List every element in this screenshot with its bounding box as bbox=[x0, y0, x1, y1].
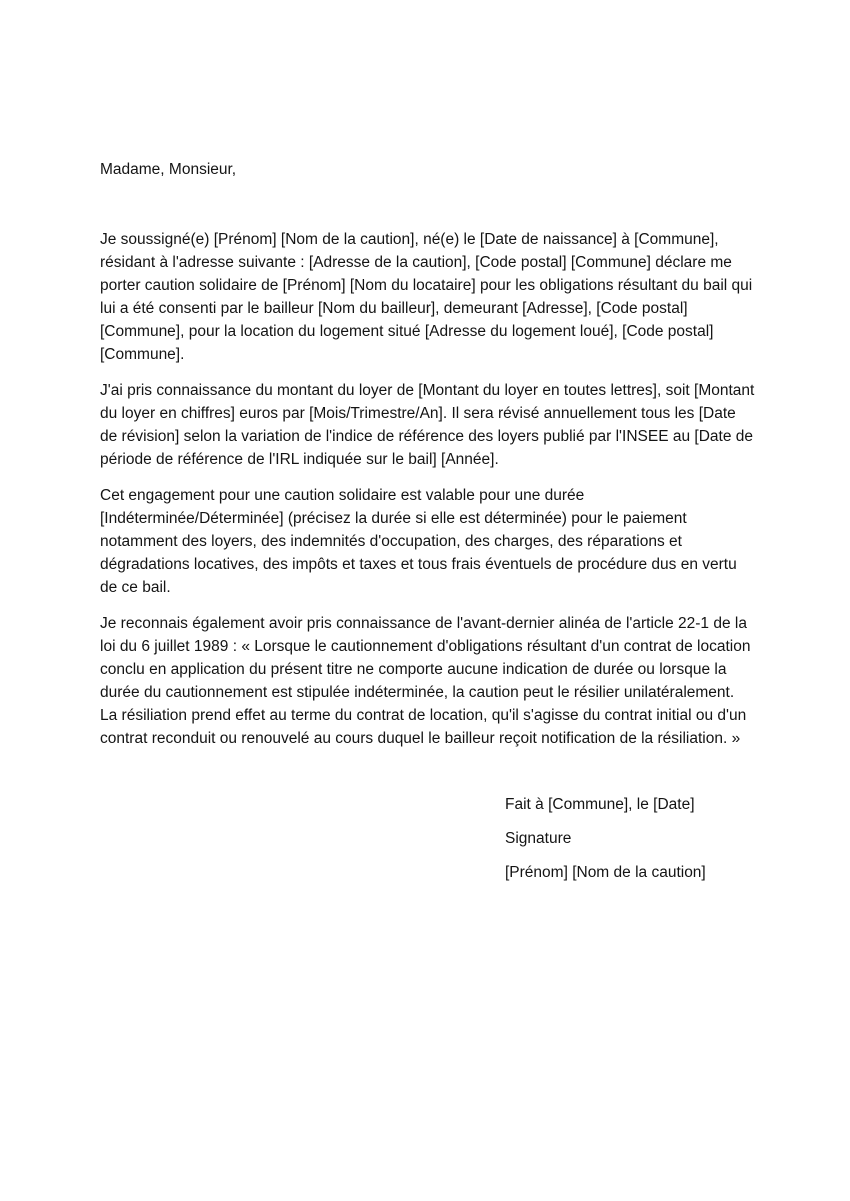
closing-place-date: Fait à [Commune], le [Date] bbox=[505, 796, 695, 813]
letter-closing-block bbox=[505, 793, 750, 884]
closing-signatory-name: [Prénom] [Nom de la caution] bbox=[505, 864, 706, 881]
letter-paragraph-guarantor-declaration: Je soussigné(e) [Prénom] [Nom de la caution], né(e) le [Date de naissance] à [Commune], résidant à l'adresse suivante : [Adresse de la caution], [Code postal] [Commune] déclare me porter caution solidaire de [Prénom] [Nom du locataire] pour les obligations résultant du bail qui lui a été consenti par le bailleur [Nom du bailleur], demeurant [Adresse], [Code postal] [Commune], pour la location du logement situé [Adresse du logement loué], [Code postal] [Commune]. bbox=[100, 231, 753, 363]
letter-salutation: Madame, Monsieur, bbox=[100, 161, 237, 178]
closing-signature-label: Signature bbox=[505, 830, 572, 847]
letter-paragraph-rent-amount: J'ai pris connaissance du montant du loyer de [Montant du loyer en toutes lettres], soit [Montant du loyer en chiffres] euros par [Mois/Trimestre/An]. Il sera révisé annuellement tous les [Date de révision] selon la variation de l'indice de référence des loyers publié par l'INSEE au [Date de période de référence de l'IRL indiquée sur le bail] [Année]. bbox=[100, 382, 755, 468]
letter-paragraph-article-22-1: Je reconnais également avoir pris connaissance de l'avant-dernier alinéa de l'article 22-1 de la loi du 6 juillet 1989 : « Lorsque le cautionnement d'obligations résultant d'un contrat de location conclu en application du présent titre ne comporte aucune indication de durée ou lorsque la durée du cautionnement est stipulée indéterminée, la caution peut le résilier unilatéralement. La résiliation prend effet au terme du contrat de location, qu'il s'agisse du contrat initial ou d'un contrat reconduit ou renouvelé au cours duquel le bailleur reçoit notification de la résiliation. » bbox=[100, 615, 751, 747]
letter-paragraph-engagement-duration: Cet engagement pour une caution solidaire est valable pour une durée [Indéterminée/Déterminée] (précisez la durée si elle est déterminée) pour le paiement notamment des loyers, des indemnités d'occupation, des charges, des réparations et dégradations locatives, des impôts et taxes et tous frais éventuels de procédure dus en vertu de ce bail. bbox=[100, 487, 737, 596]
